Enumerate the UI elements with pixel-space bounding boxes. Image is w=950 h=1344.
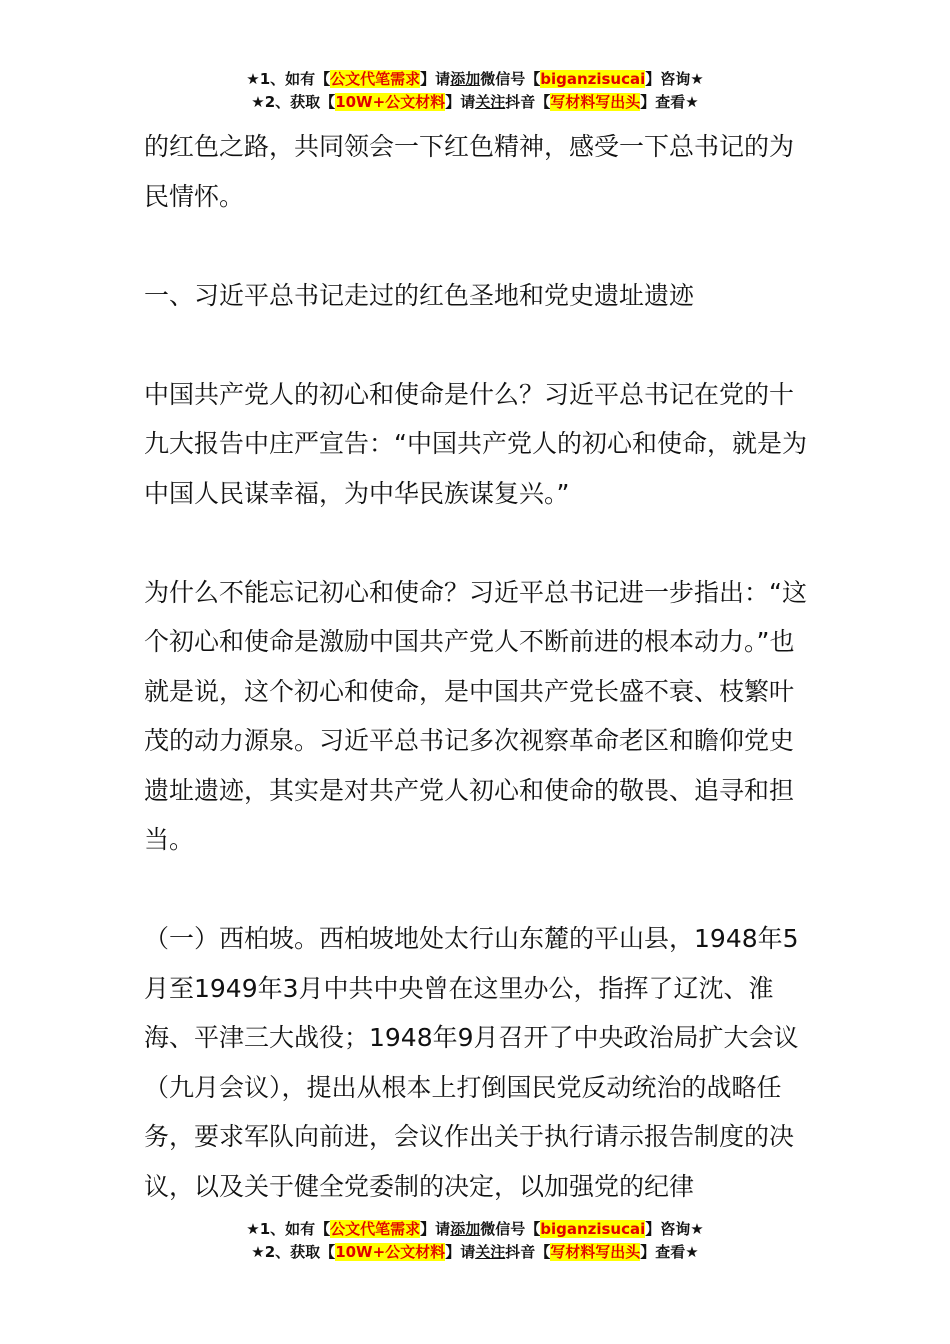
promo-underlined-text: 关注 <box>475 93 506 111</box>
promo-underlined-text: 关注 <box>475 1243 506 1261</box>
promo-line-1 <box>0 1218 950 1241</box>
promo-text: 】查看★ <box>640 1243 699 1261</box>
promo-text: 】请 <box>445 93 476 111</box>
promo-text: 微信号【 <box>480 70 541 88</box>
paragraph-mission: 中国共产党人的初心和使命是什么？习近平总书记在党的十九大报告中庄严宣告：“中国共产党人的初心和使命，就是为中国人民谋幸福，为中华民族谋复兴。” <box>144 379 807 508</box>
promo-highlight: 10W+公文材料 <box>335 1243 446 1261</box>
promo-text: ★2、获取【 <box>251 1243 336 1261</box>
promo-text: 】请 <box>420 1220 451 1238</box>
promo-highlight: biganzisucai <box>540 70 646 88</box>
promo-underlined-text: 添加 <box>450 70 481 88</box>
promo-highlight: 写材料写出头 <box>550 93 641 111</box>
promo-line-1 <box>0 68 950 91</box>
promo-highlight: 10W+公文材料 <box>335 93 446 111</box>
promo-underlined-text: 添加 <box>450 1220 481 1238</box>
paragraph-spacer <box>144 320 812 370</box>
paragraph-spacer <box>144 865 812 915</box>
promo-text: 抖音【 <box>505 93 551 111</box>
promo-text: 微信号【 <box>480 1220 541 1238</box>
promo-highlight: 公文代笔需求 <box>330 70 421 88</box>
promo-highlight: biganzisucai <box>540 1220 646 1238</box>
bottom-promo-banner <box>0 1218 950 1264</box>
paragraph-motivation: 为什么不能忘记初心和使命？习近平总书记进一步指出：“这个初心和使命是激励中国共产党人不断前进的根本动力。”也就是说，这个初心和使命，是中国共产党长盛不衰、枝繁叶茂的动力源泉。习近平总书记多次视察革命老区和瞻仰党史遗址遗迹，其实是对共产党人初心和使命的敬畏、追寻和担当。 <box>144 577 807 854</box>
promo-line-2 <box>0 91 950 114</box>
section-heading: 一、习近平总书记走过的红色圣地和党史遗址遗迹 <box>144 280 695 310</box>
promo-text: 】请 <box>445 1243 476 1261</box>
promo-text: 】请 <box>420 70 451 88</box>
top-promo-banner <box>0 68 950 114</box>
promo-text: ★1、如有【 <box>246 70 331 88</box>
promo-text: 】查看★ <box>640 93 699 111</box>
promo-highlight: 公文代笔需求 <box>330 1220 421 1238</box>
paragraph-intro: 的红色之路，共同领会一下红色精神，感受一下总书记的为民情怀。 <box>144 132 795 211</box>
promo-line-2 <box>0 1241 950 1264</box>
promo-text: 】咨询★ <box>645 70 704 88</box>
paragraph-spacer <box>144 221 812 271</box>
promo-text: 】咨询★ <box>645 1220 704 1238</box>
promo-text: ★1、如有【 <box>246 1220 331 1238</box>
paragraph-xibaipo: （一）西柏坡。西柏坡地处太行山东麓的平山县，1948年5月至1949年3月中共中央曾在这里办公，指挥了辽沈、淮海、平津三大战役；1948年9月召开了中央政治局扩大会议（九月会议），提出从根本上打倒国民党反动统治的战略任务，要求军队向前进，会议作出关于执行请示报告制度的决议，以及关于健全党委制的决定，以加强党的纪律 <box>144 924 799 1201</box>
paragraph-spacer <box>144 518 812 568</box>
promo-text: ★2、获取【 <box>251 93 336 111</box>
promo-highlight: 写材料写出头 <box>550 1243 641 1261</box>
document-body <box>144 122 812 1211</box>
promo-text: 抖音【 <box>505 1243 551 1261</box>
